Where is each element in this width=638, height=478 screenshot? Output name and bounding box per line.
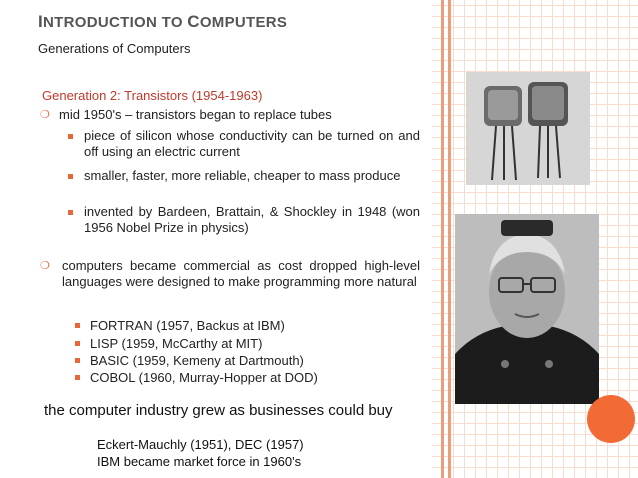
- industry-line-2: IBM became market force in 1960's: [97, 454, 302, 469]
- transistor-photo: [466, 72, 590, 185]
- portrait-photo: [455, 214, 599, 404]
- sub-bullet-icon: [68, 174, 73, 179]
- language-bullet-icon: [75, 375, 80, 380]
- language-cobol: COBOL (1960, Murray-Hopper at DOD): [90, 370, 318, 385]
- language-bullet-icon: [75, 358, 80, 363]
- industry-text: the computer industry grew as businesses could buy: [44, 402, 393, 419]
- bullet-icon: ❍: [40, 109, 50, 121]
- bullet-icon: ❍: [40, 260, 50, 272]
- sub-bullet-icon: [68, 134, 73, 139]
- sub-bullet-invented: invented by Bardeen, Brattain, & Shockley in 1948 (won 1956 Nobel Prize in physics): [84, 204, 420, 235]
- sub-bullet-silicon: piece of silicon whose conductivity can be turned on and off using an electric current: [84, 128, 420, 159]
- decorative-circle: [587, 395, 635, 443]
- language-bullet-icon: [75, 341, 80, 346]
- language-lisp: LISP (1959, McCarthy at MIT): [90, 336, 263, 351]
- language-fortran: FORTRAN (1957, Backus at IBM): [90, 318, 285, 333]
- industry-line-1: Eckert-Mauchly (1951), DEC (1957): [97, 437, 304, 452]
- bullet-commercial: computers became commercial as cost dropped high-level languages were designed to make programming more natural: [62, 258, 420, 289]
- slide-title: INTRODUCTION TO COMPUTERS: [38, 12, 288, 31]
- bullet-transistors: mid 1950's – transistors began to replace tubes: [59, 107, 332, 122]
- slide-subtitle: Generations of Computers: [38, 41, 191, 56]
- generation-heading: Generation 2: Transistors (1954-1963): [42, 88, 263, 103]
- sub-bullet-smaller: smaller, faster, more reliable, cheaper to mass produce: [84, 168, 401, 183]
- sub-bullet-icon: [68, 210, 73, 215]
- language-bullet-icon: [75, 323, 80, 328]
- language-basic: BASIC (1959, Kemeny at Dartmouth): [90, 353, 304, 368]
- decorative-stripe: [441, 0, 444, 478]
- decorative-stripe: [448, 0, 451, 478]
